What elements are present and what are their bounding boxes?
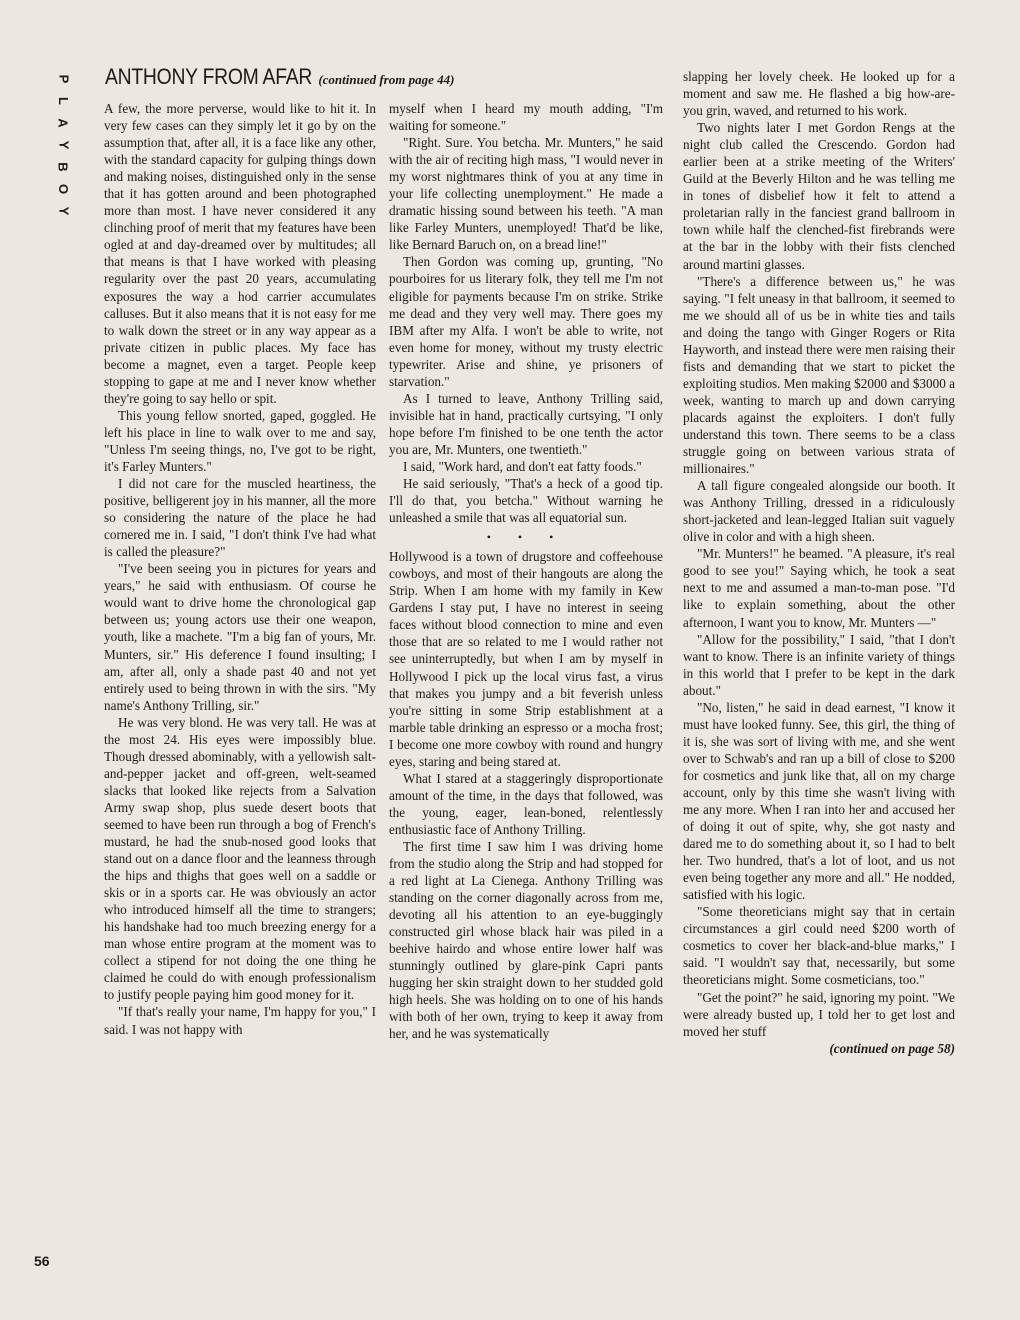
sideline-letter: Y bbox=[55, 140, 71, 150]
text-column-3 bbox=[683, 68, 955, 1057]
paragraph: A tall figure congealed alongside our booth. It was Anthony Trilling, dressed in a ridiculously short-jacketed and lean-legged Italian suit vaguely olive in color and with a high sheen. bbox=[683, 478, 955, 545]
paragraph: He was very blond. He was very tall. He was at the most 24. His eyes were impossibly blue. Though dressed abominably, with a yellowish salt-and-pepper jacket and off-green, welt-seamed slacks that looked like rejects from a Salvation Army swap shop, plus suede desert boots that seemed to have been run through a bog of French's mustard, he had the snub-nosed good looks that stand out on a dance floor and the leanness through the hips and thighs that goes well on a saddle or skis or in a sports car. He was obviously an actor who introduced himself all the time to strangers; his handshake had too much breezing energy for a man whose entire program at the moment was to collect a stipend for not doing the one thing he claimed he could do with enough professionalism to justify people paying him good money for it. bbox=[104, 714, 376, 1003]
paragraph: Then Gordon was coming up, grunting, "No pourboires for us literary folk, they tell me I'm not eligible for payments because I'm on strike. Strike me dead and they very well may. There goes my IBM after my Alfa. I won't be able to write, not even home for money, without my trusty electric typewriter. Arise and shine, ye prisoners of starvation." bbox=[389, 254, 663, 389]
paragraph: A few, the more perverse, would like to hit it. In very few cases can they simply let it go by on the assumption that, after all, it is a face like any other, with the standard capacity for gulping things down and making noises, distinguished only in the sense that it has gotten around and been photographed more than most. I have never considered it any clinching proof of merit that my features have been ogled at and day-dreamed over by multitudes; all that means is that I have worked with pleasing regularity over the past 20 years, accumulating exposures the way a hod carrier accumulates calluses. But it also means that it is not easy for me to walk down the street or in any way appear as a private citizen in public places. My face has become a magnet, even a target. People keep stopping to gape at me and I never know whether they're going to say hello or spit. bbox=[104, 101, 376, 406]
magazine-sideline bbox=[55, 68, 71, 222]
paragraph: "No, listen," he said in dead earnest, "I know it must have looked funny. See, this girl, the thing of it is, she was sort of living with me, and she went over to Schwab's and ran up a bill of close to $200 for cosmetics and junk like that, all on my charge account, only by this time she wasn't living with me any more. When I ran into her and accused her of doing it out of spite, why, she got nasty and dared me to do something about it, so I had to belt her. Two hundred, that's a lot of loot, and us not even being together any more and all." He nodded, satisfied with his logic. bbox=[683, 699, 955, 903]
continued-from-note: (continued from page 44) bbox=[318, 72, 455, 87]
article-title: ANTHONY FROM AFAR bbox=[105, 64, 313, 89]
paragraph: "There's a difference between us," he was saying. "I felt uneasy in that ballroom, it seemed to me we should all of us be in white ties and tails and doing the tango with Ginger Rogers or Rita Hayworth, and instead there were men raising their fists and demanding that we start to picket the exploiting studios. Men making $2000 and $3000 a week, wanting to march up and down carrying placards against the exploiters. I don't fully understand this town. There seems to be a class struggle going on between various strata of millionaires." bbox=[683, 273, 955, 477]
paragraph: "Get the point?" he said, ignoring my point. "We were already busted up, I told her to get lost and moved her stuff bbox=[683, 989, 955, 1039]
article-header bbox=[105, 64, 665, 96]
sideline-letter: P bbox=[55, 74, 71, 84]
sideline-letter: O bbox=[56, 183, 71, 195]
paragraph: slapping her lovely cheek. He looked up for a moment and saw me. He flashed a big how-are-you grin, waved, and returned to his work. bbox=[683, 69, 955, 119]
paragraph: "Right. Sure. You betcha. Mr. Munters," he said with the air of reciting high mass, "I would never in my worst nightmares think of you at any time in your life collecting unemployment." He made a dramatic hissing sound between his teeth. "A man like Farley Munters, unemployed! That'd be like, like Bernard Baruch on, on a bread line!" bbox=[389, 135, 663, 253]
paragraph: "I've been seeing you in pictures for years and years," he said with enthusiasm. Of course he would want to drive home the chronological gap between us; young actors use their one weapon, youth, like a machete. "I'm a big fan of yours, Mr. Munters, sir." His deference I found insulting; I am, after all, only a shade past 40 and not yet entirely used to being thrown in with the sirs. "My name's Anthony Trilling, sir." bbox=[104, 561, 376, 713]
paragraph: The first time I saw him I was driving home from the studio along the Strip and had stopped for a red light at La Cienega. Anthony Trilling was standing on the corner diagonally across from me, devoting all his attention to an eye-buggingly constructed girl whose black hair was piled in a beehive hairdo and whose entire lower half was stunningly outlined by glare-pink Capri pants hugging her skin straight down to her studded gold high heels. She was holding on to one of his hands with both of her own, trying to keep it away from her, and he was systematically bbox=[389, 838, 663, 1042]
paragraph: This young fellow snorted, gaped, goggled. He left his place in line to walk over to me and say, "Unless I'm seeing things, no, I've got to be right, it's Farley Munters." bbox=[104, 407, 376, 474]
paragraph: What I stared at a staggeringly disproportionate amount of the time, in the days that followed, was the young, eager, lean-boned, relentlessly enthusiastic face of Anthony Trilling. bbox=[389, 770, 663, 837]
paragraph: "Allow for the possibility," I said, "that I don't want to know. There is an infinite variety of things in this world that I prefer to be kept in the dark about." bbox=[683, 631, 955, 698]
sideline-letter: B bbox=[55, 162, 71, 172]
paragraph: "Mr. Munters!" he beamed. "A pleasure, it's real good to see you!" Saying which, he took a seat next to me and assumed a man-to-man pose. "I'd like to explain something, about the other afternoon, I want you to know, Mr. Munters —" bbox=[683, 546, 955, 630]
section-separator: • • • bbox=[486, 530, 566, 545]
text-column-2 bbox=[389, 100, 663, 1043]
sideline-letter: A bbox=[55, 118, 71, 128]
paragraph: I did not care for the muscled heartiness, the positive, belligerent joy in his manner, all the more so considering the nature of the place he had cornered me in. I said, "I don't think I've had what is called the pleasure?" bbox=[104, 476, 376, 560]
paragraph: I said, "Work hard, and don't eat fatty foods." bbox=[403, 458, 642, 474]
paragraph: As I turned to leave, Anthony Trilling said, invisible hat in hand, practically curtsying, "I only hope before I'm finished to be one tenth the actor you are, Mr. Munters, one twentieth." bbox=[389, 390, 663, 457]
paragraph: He said seriously, "That's a heck of a good tip. I'll do that, you betcha." Without warning he unleashed a smile that was all equatorial sun. bbox=[389, 476, 663, 526]
paragraph: Two nights later I met Gordon Rengs at the night club called the Crescendo. Gordon had earlier been at a strike meeting of the Writers' Guild at the Beverly Hilton and he was telling me in tones of disbelief how it felt to attend a proletarian rally in the fanciest grand ballroom in town while half the clenched-fist firebrands were at the bar in the lobby with their fists clenched around martini glasses. bbox=[683, 120, 955, 272]
page-number: 56 bbox=[34, 1253, 50, 1269]
continued-on-note: (continued on page 58) bbox=[829, 1040, 955, 1056]
paragraph: "If that's really your name, I'm happy for you," I said. I was not happy with bbox=[104, 1004, 376, 1037]
sideline-letter: L bbox=[55, 97, 71, 105]
paragraph: Hollywood is a town of drugstore and coffeehouse cowboys, and most of their hangouts are along the Strip. When I am home with my family in Kew Gardens I stay put, I have no interest in seeing faces without blood connection to mine and even those that are so related to me I would rather not see uninterruptedly, but when I am by myself in Hollywood I pick up the local virus fast, a virus that makes you jumpy and a bit feverish unless you're sitting in some Strip establishment at a marble table drinking an espresso or a mocha frost; I become one more cowboy with round and hungry eyes, staring and being stared at. bbox=[389, 549, 663, 769]
text-column-1 bbox=[104, 100, 376, 1038]
paragraph: myself when I heard my mouth adding, "I'm waiting for someone." bbox=[389, 101, 663, 134]
paragraph: "Some theoreticians might say that in certain circumstances a girl could need $200 worth of cosmetics to cover her black-and-blue marks," I said. "I wouldn't say that, necessarily, but some theoreticians might. Some cosmeticians, too." bbox=[683, 904, 955, 988]
sideline-letter: Y bbox=[55, 206, 71, 216]
